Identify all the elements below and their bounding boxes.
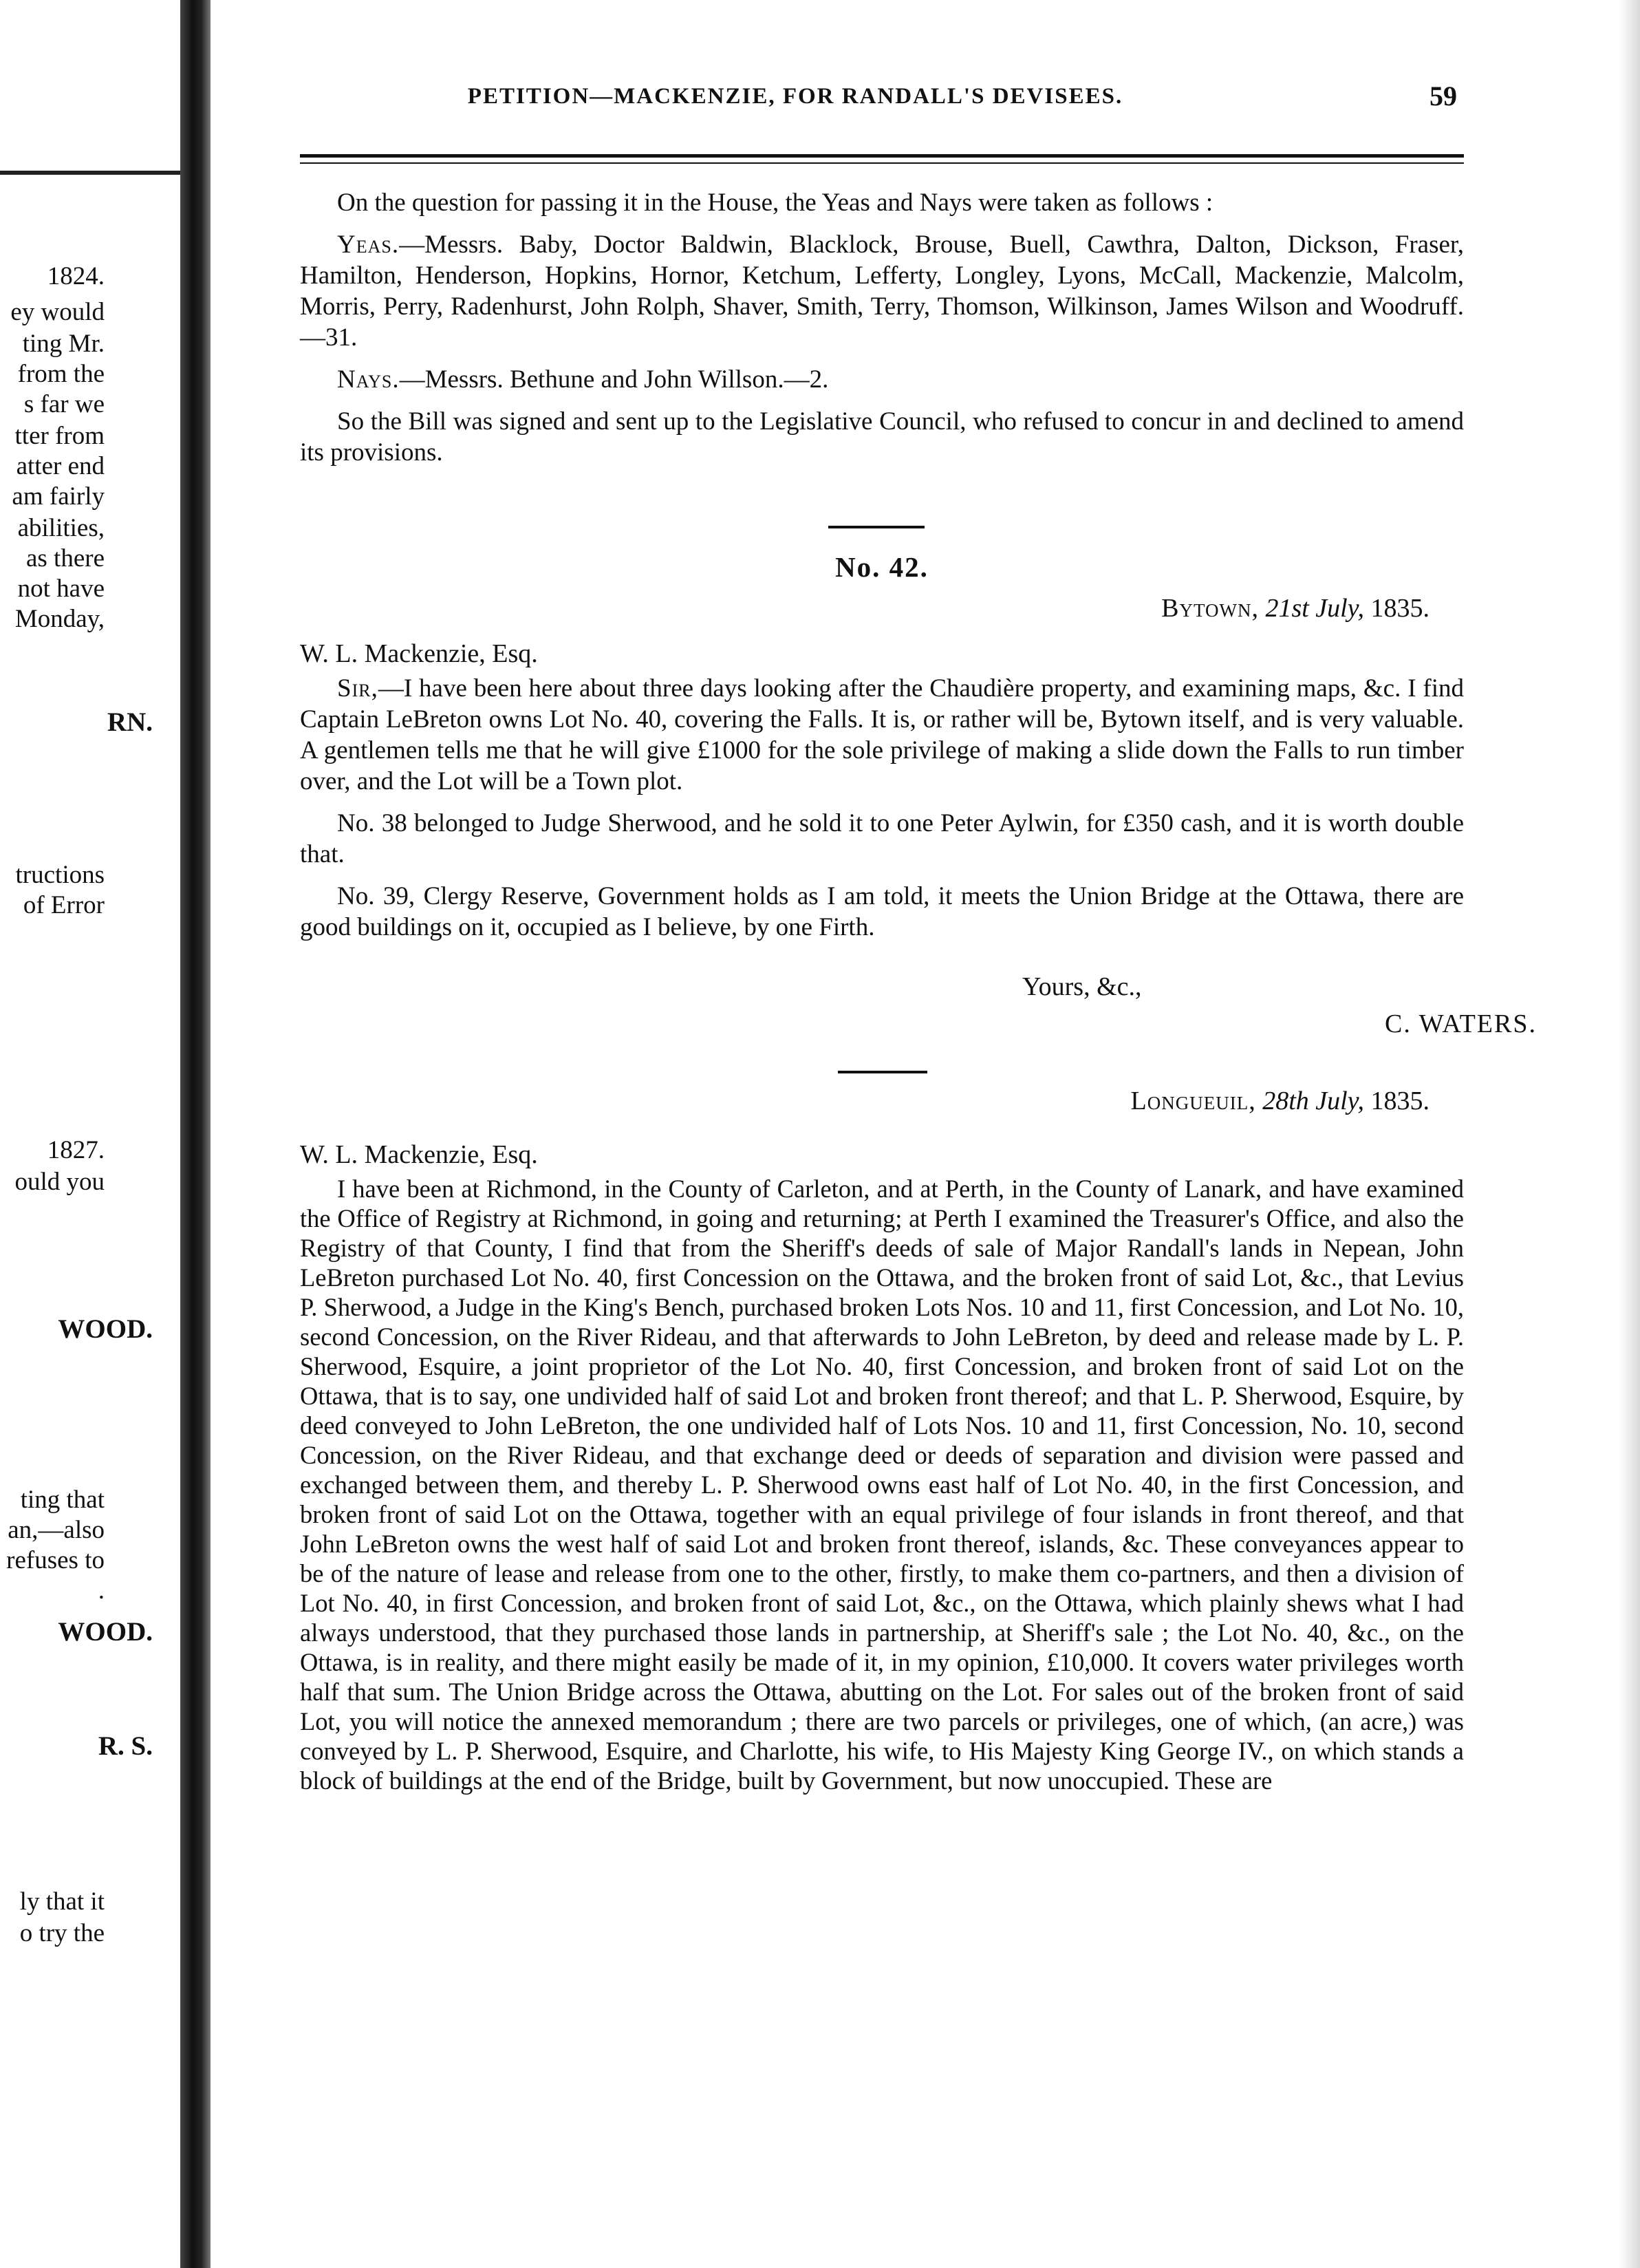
- previous-page-line: s far we: [23, 390, 105, 418]
- previous-page-line: from the: [17, 360, 105, 388]
- previous-page-fragment: [0, 0, 180, 2268]
- letter1-closing: Yours, &c.,: [1022, 972, 1142, 1001]
- letter1-paragraph-2: No. 38 belonged to Judge Sherwood, and he sold it to one Peter Aylwin, for £350 cash, and it is worth double that.: [300, 809, 1464, 868]
- document-number-heading: No. 42.: [835, 551, 929, 583]
- letter1-year: 1835.: [1370, 594, 1429, 623]
- previous-page-line: not have: [17, 575, 105, 603]
- previous-page-line: Monday,: [14, 605, 105, 633]
- nays-paragraph: [300, 364, 1464, 395]
- previous-page-line: am fairly: [12, 482, 105, 511]
- previous-page-line: o try the: [19, 1919, 105, 1947]
- letter2-dateline: [604, 1086, 1429, 1116]
- vote-section: [300, 187, 1464, 479]
- book-gutter: [180, 0, 211, 2268]
- letter1-addressee: W. L. Mackenzie, Esq.: [300, 639, 538, 668]
- letter-separator: [838, 1071, 927, 1073]
- letter2-place: Longueuil,: [1130, 1087, 1256, 1115]
- letter2-year: 1835.: [1370, 1087, 1429, 1115]
- previous-page-line: as there: [25, 544, 105, 573]
- page-edge-shadow: [1619, 0, 1640, 2268]
- nays-text: —Messrs. Bethune and John Willson.—2.: [399, 365, 829, 394]
- section-separator: [828, 526, 925, 528]
- header-rule: [300, 154, 1464, 164]
- letter2-date: 28th July,: [1262, 1087, 1364, 1115]
- previous-page-line: abilities,: [17, 514, 105, 542]
- vote-intro: On the question for passing it in the House, the Yeas and Nays were taken as follows :: [337, 189, 1213, 217]
- previous-page-line: ly that it: [19, 1887, 105, 1916]
- previous-page-line: ting Mr.: [22, 330, 105, 358]
- yeas-paragraph: [300, 229, 1464, 353]
- letter2-addressee: W. L. Mackenzie, Esq.: [300, 1140, 538, 1169]
- letter2-paragraph: I have been at Richmond, in the County of Carleton, and at Perth, in the County of Lanark, and have examined the Office of Registry at Richmond, in going and returning; at Perth I examined the Treasurer's Office, and also the Registry of that County, I find that from the Sheriff's deeds of sale of Major Randall's lands in Nepean, John LeBreton purchased Lot No. 40, first Concession on the Ottawa, and the broken front of said Lot, &c., that Levius P. Sherwood, a Judge in the King's Bench, purchased broken Lots Nos. 10 and 11, first Concession, and Lot No. 10, second Concession, on the River Rideau, and that afterwards to John LeBreton, by deed and release made by L. P. Sherwood, Esquire, a joint proprietor of the Lot No. 40, first Concession, and broken front of said Lot on the Ottawa, that is to say, one undivided half of said Lot and broken front thereof; and that L. P. Sherwood, Esquire, by deed conveyed to John LeBreton, the one undivided half of Lots Nos. 10 and 11, first Concession, No. 10, second Concession, on the River Rideau, and that exchange deed or deeds of separation and division were passed and exchanged between them, and thereby L. P. Sherwood owns east half of Lot No. 40, in the first Concession, and broken front of said Lot on the Ottawa, together with an equal privilege of four islands in front thereof, and that John LeBreton owns the west half of said Lot and broken front thereof, islands, &c. These conveyances appear to be of the nature of lease and release from one to the other, firstly, to make them co-partners, and then a division of Lot No. 40, in first Concession, and broken front of said Lot, &c., on the Ottawa, which plainly shews what I had always understood, that they purchased those lands in partnership, at Sheriff's sale ; the Lot No. 40, &c., on the Ottawa, is in reality, and there might easily be made of it, in my opinion, £10,000. It covers water privileges worth half that sum. The Union Bridge across the Ottawa, abutting on the Lot. For sales out of the broken front of said Lot, you will notice the annexed memorandum ; there are two parcels or privileges, one of which, (an acre,) was conveyed by L. P. Sherwood, Esquire, and Charlotte, his wife, to His Majesty King George IV., on which stands a block of buildings at the end of the Bridge, built by Government, but now unoccupied. These are: [300, 1175, 1464, 1795]
- previous-page-line: R. S.: [98, 1731, 153, 1761]
- running-head: [300, 76, 1464, 117]
- previous-page-line: atter end: [16, 452, 105, 480]
- yeas-label: Yeas.: [337, 231, 400, 259]
- letter1-paragraph-1: [300, 673, 1464, 797]
- previous-page-line: .: [98, 1576, 105, 1605]
- previous-page-rule: [0, 171, 180, 175]
- previous-page-line: ey would: [10, 298, 105, 326]
- letter1-signature: C. WATERS.: [1385, 1009, 1537, 1038]
- previous-page-line: RN.: [107, 707, 153, 737]
- previous-page-line: ould you: [14, 1168, 105, 1196]
- letter1-p1-text: —I have been here about three days looking after the Chaudière property, and examining maps, &c. I find Captain LeBreton owns Lot No. 40, covering the Falls. It is, or rather will be, Bytown itself, and is very valuable. A gentlemen tells me that he will give £1000 for the sole privilege of making a slide down the Falls to run timber over, and the Lot will be a Town plot.: [300, 674, 1464, 795]
- running-title: PETITION—MACKENZIE, FOR RANDALL'S DEVISEES.: [467, 84, 1123, 109]
- page-number: 59: [1429, 81, 1457, 111]
- previous-page-line: tructions: [15, 861, 105, 889]
- previous-page-line: tter from: [14, 422, 105, 450]
- vote-outcome: So the Bill was signed and sent up to the Legislative Council, who refused to concur in and declined to amend its provisions.: [300, 407, 1464, 467]
- previous-page-line: 1827.: [47, 1136, 105, 1164]
- yeas-text: —Messrs. Baby, Doctor Baldwin, Blacklock, Brouse, Buell, Cawthra, Dalton, Dickson, Fraser, Hamilton, Henderson, Hopkins, Hornor, Ketchum, Lefferty, Longley, Lyons, McCall, Mackenzie, Malcolm, Morris, Perry, Radenhurst, John Rolph, Shaver, Smith, Terry, Thomson, Wilkinson, James Wilson and Woodruff.—31.: [300, 231, 1464, 352]
- previous-page-line: WOOD.: [58, 1617, 153, 1647]
- letter1-paragraph-3: No. 39, Clergy Reserve, Government holds as I am told, it meets the Union Bridge at the Ottawa, there are good buildings on it, occupied as I believe, by one Firth.: [300, 882, 1464, 941]
- letter2-body: [300, 1174, 1464, 1806]
- sir-label: Sir,: [337, 674, 378, 703]
- previous-page-line: an,—also: [8, 1516, 105, 1544]
- letter1-date: 21st July,: [1265, 594, 1364, 623]
- previous-page-line: of Error: [23, 891, 105, 919]
- nays-label: Nays.: [337, 365, 400, 394]
- letter1-dateline: [604, 593, 1429, 623]
- previous-page-line: WOOD.: [58, 1314, 153, 1344]
- previous-page-line: 1824.: [47, 262, 105, 290]
- previous-page-line: refuses to: [6, 1546, 105, 1574]
- letter1-body: [300, 673, 1464, 954]
- page: [211, 0, 1640, 2268]
- previous-page-line: ting that: [20, 1486, 105, 1514]
- letter1-place: Bytown,: [1161, 594, 1259, 623]
